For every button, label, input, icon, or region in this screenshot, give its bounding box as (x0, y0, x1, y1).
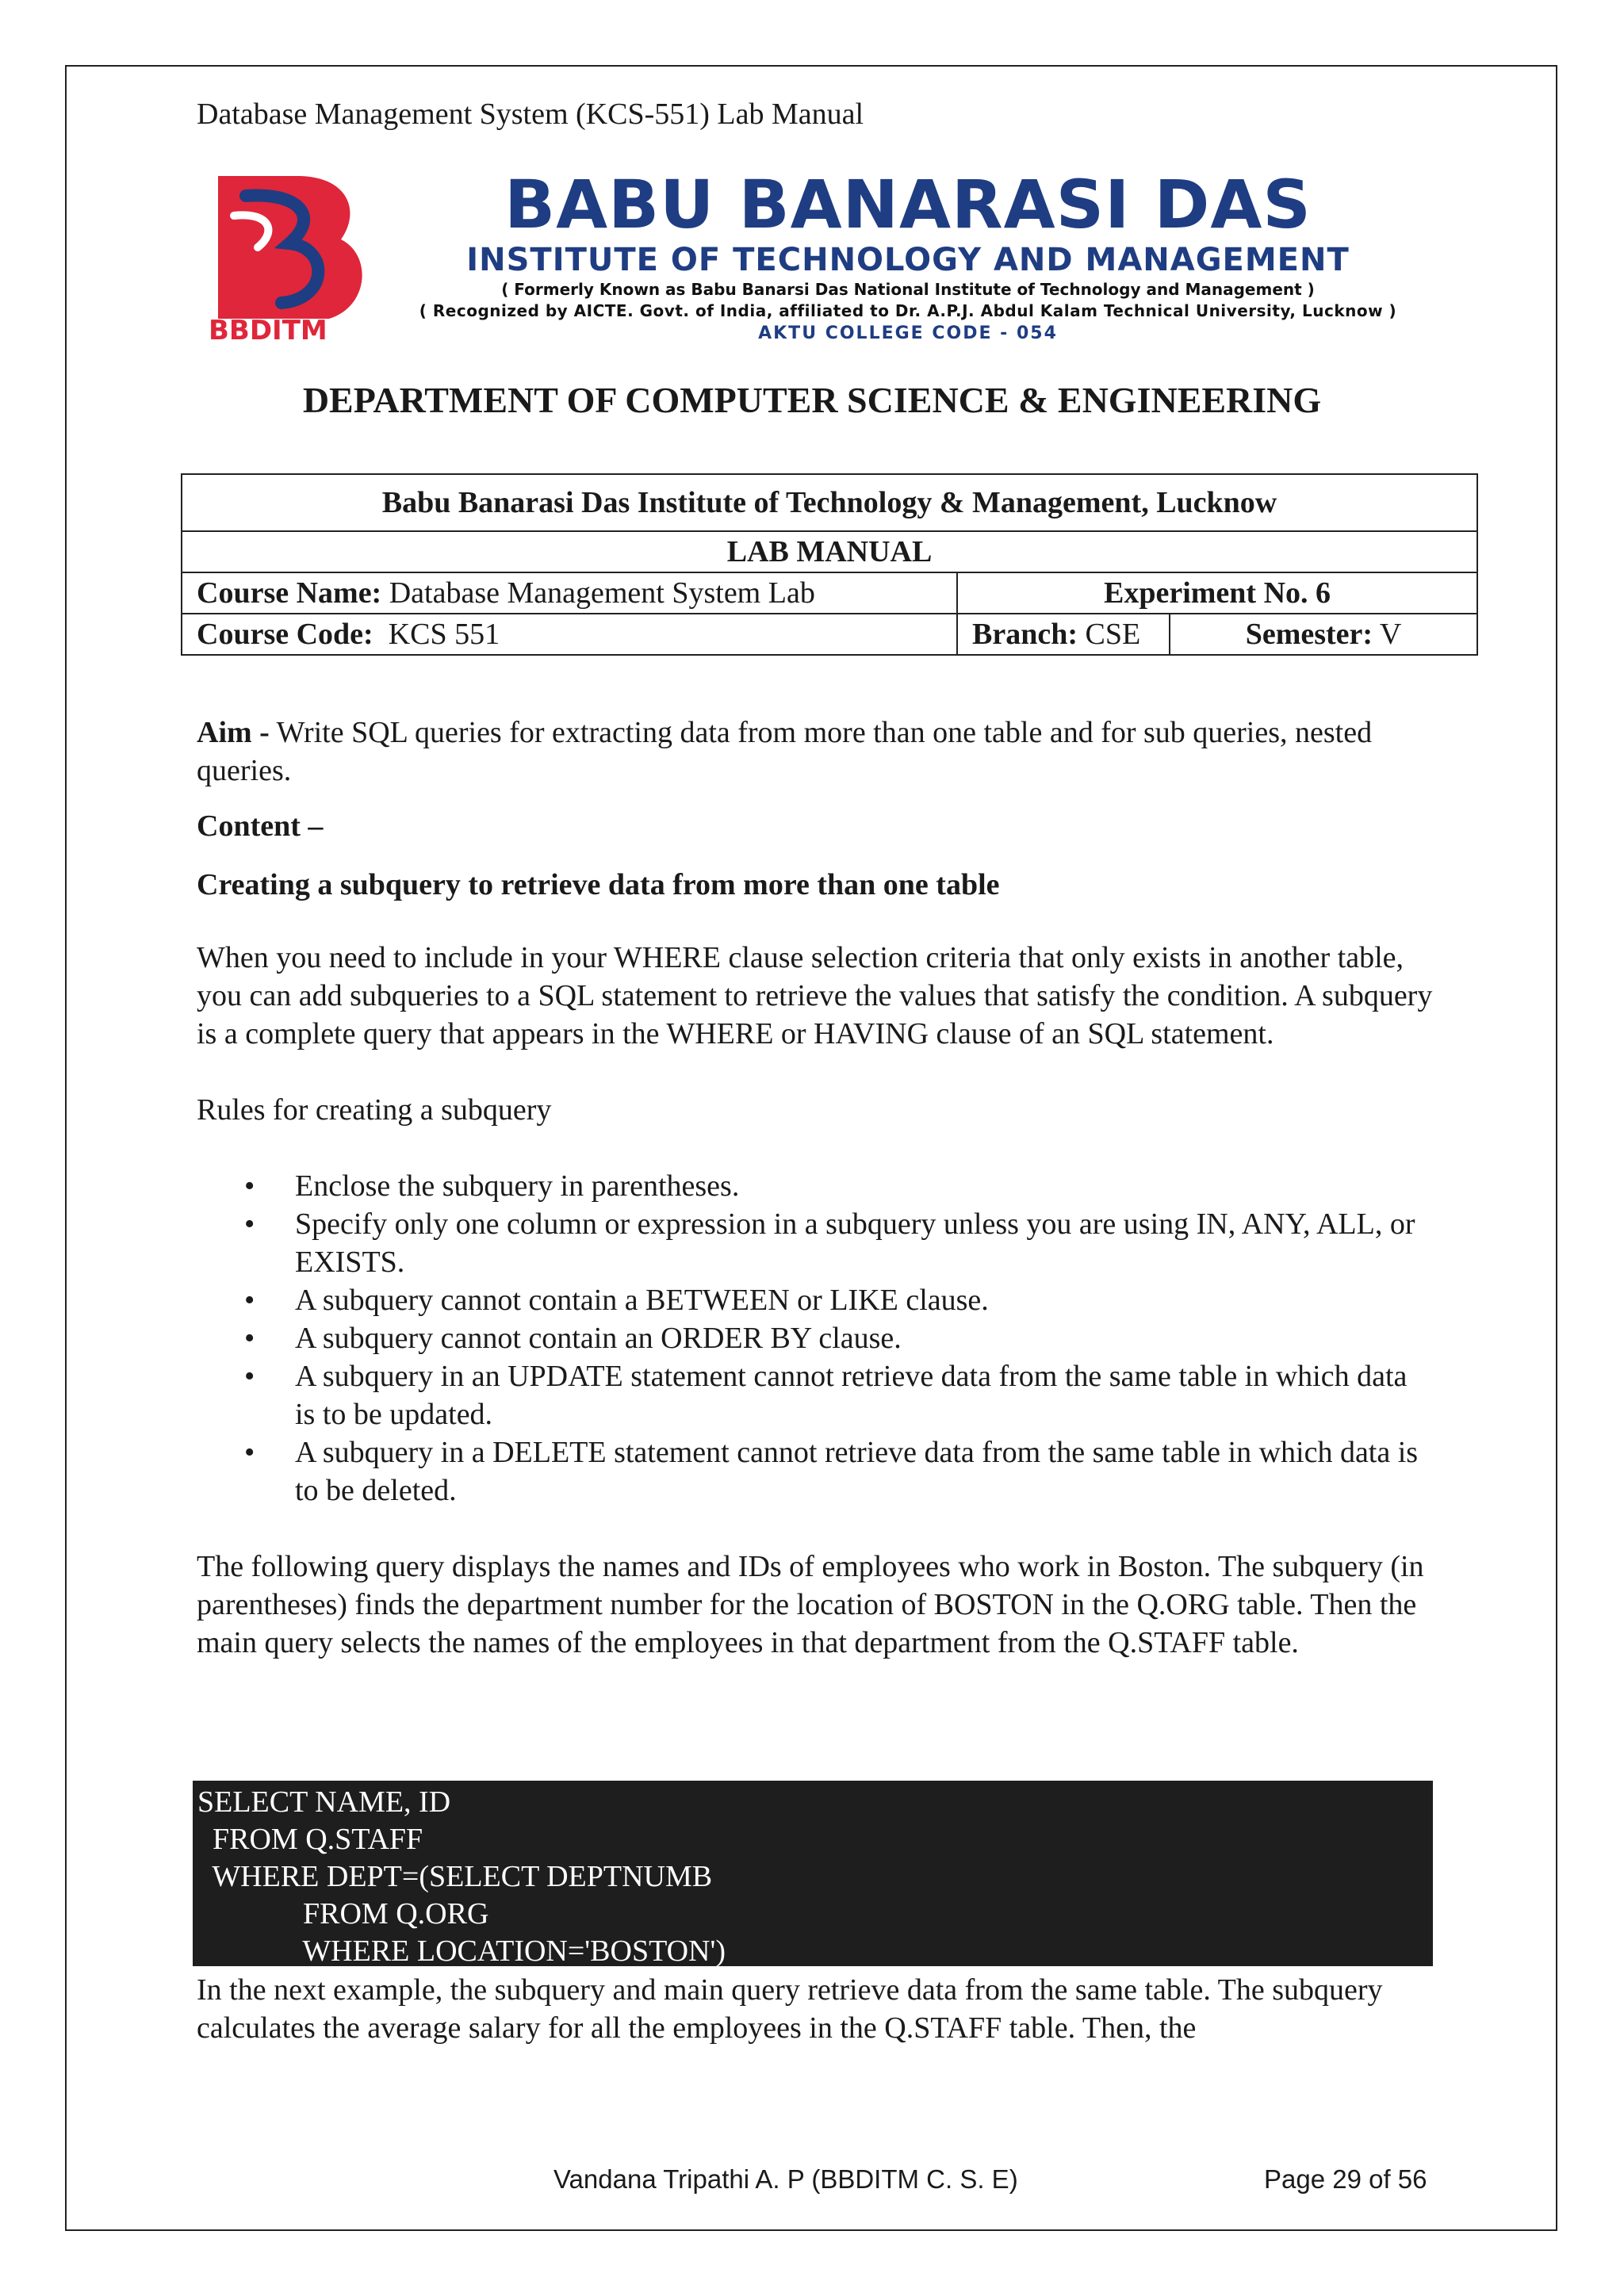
list-item: • Enclose the subquery in parentheses. (295, 1167, 1434, 1205)
logo-abbr: BBDITM (209, 315, 327, 342)
aim-paragraph (197, 714, 1434, 790)
course-code-value: KCS 551 (373, 618, 500, 651)
logo-line3: ( Formerly Known as Babu Banarsi Das National Institute of Technology and Management ) (501, 280, 1315, 299)
course-name-label: Course Name: (197, 576, 382, 610)
course-code-cell (182, 614, 957, 655)
institute-logo (202, 168, 1423, 342)
list-item: • A subquery in a DELETE statement cannot retrieve data from the same table in which data is to be deleted. (295, 1433, 1434, 1510)
code-line: WHERE LOCATION='BOSTON') (197, 1934, 726, 1968)
aim-text: Write SQL queries for extracting data from more than one table and for sub queries, nested queries. (197, 716, 1373, 787)
branch-value: CSE (1078, 618, 1141, 651)
boston-paragraph: The following query displays the names and IDs of employees who work in Boston. The subquery (in parentheses) finds the department number for the location of BOSTON in the Q.ORG table. Then the main query selects the names of the employees in that department from the Q.STAFF table. (197, 1550, 1424, 1659)
semester-label: Semester: (1245, 618, 1373, 651)
list-item: • A subquery cannot contain a BETWEEN or LIKE clause. (295, 1281, 1434, 1319)
code-line: WHERE DEPT=(SELECT DEPTNUMB (197, 1860, 713, 1893)
lab-manual-cell: LAB MANUAL (182, 531, 1477, 572)
footer-author: Vandana Tripathi A. P (BBDITM C. S. E) (553, 2164, 1018, 2194)
list-item: • A subquery cannot contain an ORDER BY clause. (295, 1319, 1434, 1357)
bbditm-logo-icon (202, 168, 377, 342)
course-name-cell (182, 572, 957, 614)
department-title: DEPARTMENT OF COMPUTER SCIENCE & ENGINEERING (302, 380, 1322, 420)
code-line: FROM Q.ORG (197, 1897, 489, 1931)
experiment-cell: Experiment No. 6 (957, 572, 1477, 614)
branch-cell (957, 614, 1170, 655)
subquery-heading: Creating a subquery to retrieve data from more than one table (197, 868, 1000, 901)
list-item: • A subquery in an UPDATE statement cannot retrieve data from the same table in which data is to be updated. (295, 1357, 1434, 1433)
footer-page-number: Page 29 of 56 (1264, 2164, 1427, 2194)
next-example-paragraph: In the next example, the subquery and main query retrieve data from the same table. The subquery calculates the average salary for all the employees in the Q.STAFF table. Then, the (197, 1973, 1383, 2045)
code-line: SELECT NAME, ID (197, 1785, 451, 1819)
list-item: • Specify only one column or expression in a subquery unless you are using IN, ANY, ALL, or EXISTS. (295, 1205, 1434, 1281)
course-info-table (181, 473, 1478, 656)
branch-label: Branch: (972, 618, 1078, 651)
institute-name (389, 168, 1427, 346)
sql-code-block (193, 1781, 1433, 1966)
rules-list (197, 1167, 1434, 1510)
logo-line5: AKTU COLLEGE CODE - 054 (758, 323, 1058, 343)
semester-cell (1170, 614, 1477, 655)
course-name-value: Database Management System Lab (381, 576, 815, 610)
content-body (197, 714, 1434, 1662)
logo-line1: BABU BANARASI DAS (504, 166, 1312, 243)
intro-paragraph: When you need to include in your WHERE clause selection criteria that only exists in another table, you can add subqueries to a SQL statement to retrieve the values that satisfy the condition. A subquery is a complete query that appears in the WHERE or HAVING clause of an SQL statement. (197, 941, 1433, 1050)
rules-intro: Rules for creating a subquery (197, 1093, 552, 1127)
institute-cell: Babu Banarasi Das Institute of Technology & Management, Lucknow (182, 474, 1477, 531)
manual-title: Database Management System (KCS-551) Lab Manual (197, 98, 864, 131)
logo-line2: INSTITUTE OF TECHNOLOGY AND MANAGEMENT (466, 242, 1350, 278)
logo-line4: ( Recognized by AICTE. Govt. of India, affiliated to Dr. A.P.J. Abdul Kalam Technical University, Lucknow ) (419, 301, 1397, 320)
content-heading: Content – (197, 809, 324, 843)
course-code-label: Course Code: (197, 618, 373, 651)
code-line: FROM Q.STAFF (197, 1823, 423, 1856)
semester-value: V (1373, 618, 1402, 651)
aim-label: Aim - (197, 716, 270, 749)
